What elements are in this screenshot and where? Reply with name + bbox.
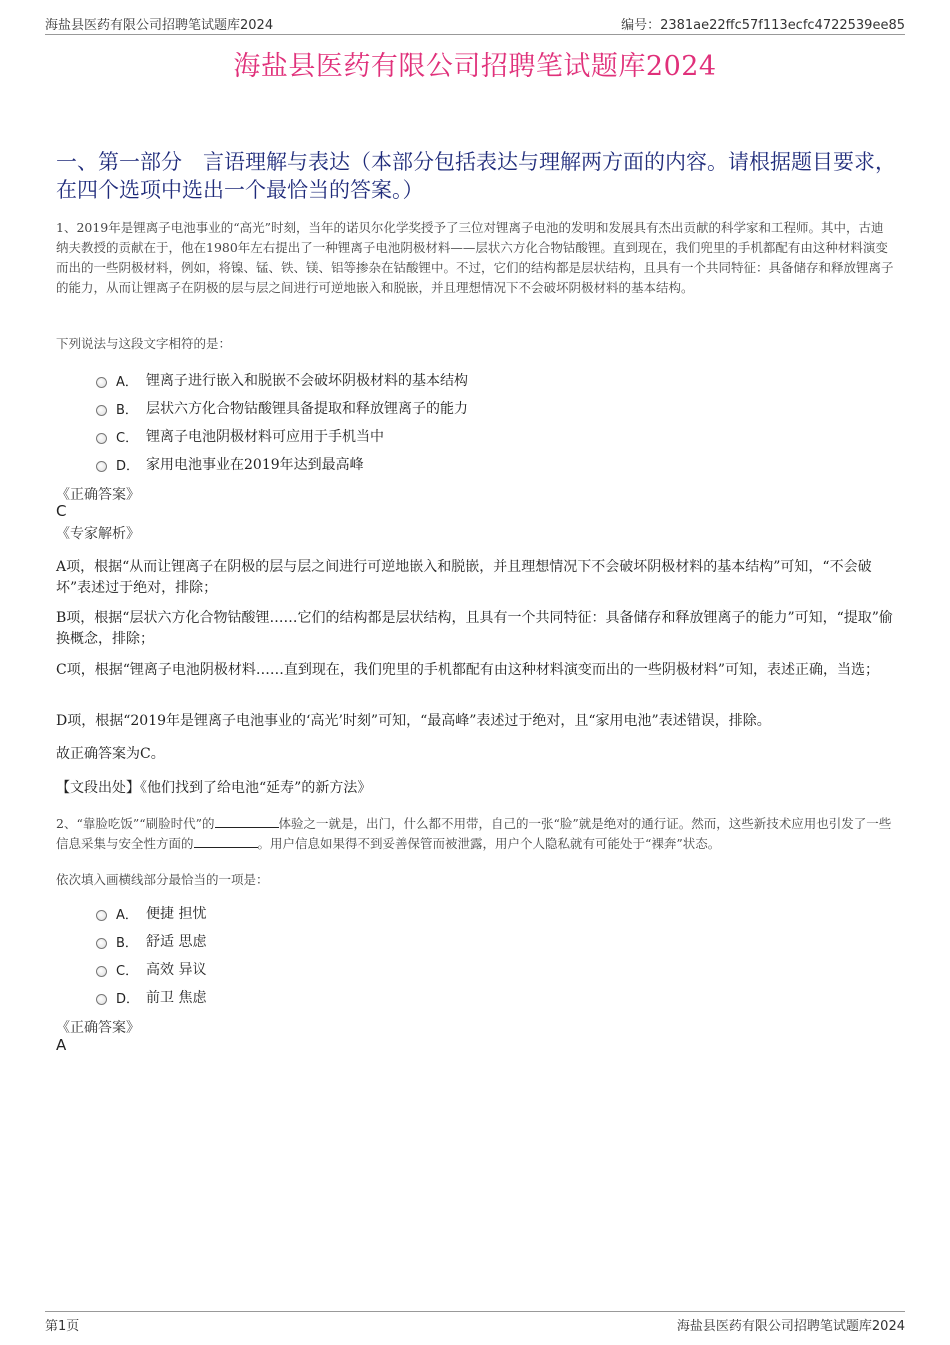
question-1-option-a[interactable]: A． 锂离子进行嵌入和脱嵌不会破坏阴极材料的基本结构 bbox=[96, 366, 468, 394]
analysis-conclusion: 故正确答案为C。 bbox=[56, 746, 165, 762]
question-2-answer: A bbox=[56, 1036, 67, 1054]
question-1-answer: C bbox=[56, 502, 67, 520]
page-title: 海盐县医药有限公司招聘笔试题库2024 bbox=[233, 51, 717, 82]
question-2-option-a[interactable]: A． 便捷 担忧 bbox=[96, 899, 206, 927]
radio-icon[interactable] bbox=[96, 377, 107, 388]
page-header bbox=[45, 14, 905, 35]
fill-blank-2 bbox=[194, 835, 258, 848]
analysis-item-a: A项，根据“从而让锂离子在阴极的层与层之间进行可逆地嵌入和脱嵌，并且理想情况下不会破坏阴极材料的基本结构”可知，“不会破坏”表述过于绝对，排除； bbox=[56, 559, 872, 596]
radio-icon[interactable] bbox=[96, 461, 107, 472]
header-doc-title: 海盐县医药有限公司招聘笔试题库2024 bbox=[45, 18, 274, 33]
question-2-text: 2、“靠脸吃饭”“刷脸时代”的 体验之一就是，出门，什么都不用带，自己的一张“脸”就是绝对的通行证。然而，这些新技术应用也引发了一些信息采集与安全性方面的 。用户信息如果得不到妥善保管而被泄露，用户个人隐私就有可能处于“裸奔”状态。 bbox=[56, 816, 892, 851]
question-1-prompt: 下列说法与这段文字相符的是： bbox=[56, 336, 232, 351]
radio-icon[interactable] bbox=[96, 405, 107, 416]
header-doc-id: 编号：2381ae22ffc57f113ecfc4722539ee85 bbox=[621, 18, 905, 33]
question-2-options bbox=[96, 899, 206, 1011]
analysis-item-d: D项，根据“2019年是锂离子电池事业的‘高光’时刻”可知，“最高峰”表述过于绝对，且“家用电池”表述错误，排除。 bbox=[56, 713, 771, 729]
radio-icon[interactable] bbox=[96, 910, 107, 921]
section-heading: 一、第一部分 言语理解与表达（本部分包括表达与理解两方面的内容。请根据题目要求，在四个选项中选出一个最恰当的答案。） bbox=[56, 150, 896, 202]
question-2-option-b[interactable]: B． 舒适 思虑 bbox=[96, 927, 206, 955]
fill-blank-1 bbox=[215, 815, 279, 828]
question-2-prompt: 依次填入画横线部分最恰当的一项是： bbox=[56, 872, 269, 887]
question-1-answer-label: 《正确答案》 bbox=[56, 487, 140, 503]
question-1-option-b[interactable]: B． 层状六方化合物钴酸锂具备提取和释放锂离子的能力 bbox=[96, 394, 468, 422]
question-2-option-d[interactable]: D． 前卫 焦虑 bbox=[96, 983, 206, 1011]
question-1-option-d[interactable]: D． 家用电池事业在2019年达到最高峰 bbox=[96, 450, 468, 478]
analysis-item-c: C项，根据“锂离子电池阴极材料……直到现在，我们兜里的手机都配有由这种材料演变而出的一些阴极材料”可知，表述正确，当选； bbox=[56, 662, 880, 678]
question-1-option-c[interactable]: C． 锂离子电池阴极材料可应用于手机当中 bbox=[96, 422, 468, 450]
page-footer bbox=[45, 1311, 905, 1334]
question-2-option-c[interactable]: C． 高效 异议 bbox=[96, 955, 206, 983]
question-1-analysis-label: 《专家解析》 bbox=[56, 526, 140, 542]
analysis-item-b: B项，根据“层状六方化合物钴酸锂……它们的结构都是层状结构，且具有一个共同特征：具备储存和释放锂离子的能力”可知，“提取”偷换概念，排除； bbox=[56, 610, 893, 647]
radio-icon[interactable] bbox=[96, 938, 107, 949]
radio-icon[interactable] bbox=[96, 994, 107, 1005]
footer-doc-title: 海盐县医药有限公司招聘笔试题库2024 bbox=[676, 1319, 905, 1334]
radio-icon[interactable] bbox=[96, 433, 107, 444]
source-citation: 【文段出处】《他们找到了给电池“延寿”的新方法》 bbox=[56, 780, 372, 796]
radio-icon[interactable] bbox=[96, 966, 107, 977]
page-number: 第1页 bbox=[45, 1319, 80, 1334]
question-2-answer-label: 《正确答案》 bbox=[56, 1020, 140, 1036]
question-1-text: 1、2019年是锂离子电池事业的“高光”时刻，当年的诺贝尔化学奖授予了三位对锂离子电池的发明和发展具有杰出贡献的科学家和工程师。其中，古迪纳夫教授的贡献在于，他在1980年左右提出了一种锂离子电池阴极材料——层状六方化合物钴酸锂。直到现在，我们兜里的手机都配有由这种材料演变而出的一些阴极材料，例如，将镍、锰、铁、镁、铝等掺杂在钴酸锂中。不过，它们的结构都是层状结构，且具有一个共同特征：具备储存和释放锂离子的能力，从而让锂离子在阴极的层与层之间进行可逆地嵌入和脱嵌，并且理想情况下不会破坏阴极材料的基本结构。 bbox=[56, 220, 894, 295]
question-1-options bbox=[96, 366, 468, 478]
